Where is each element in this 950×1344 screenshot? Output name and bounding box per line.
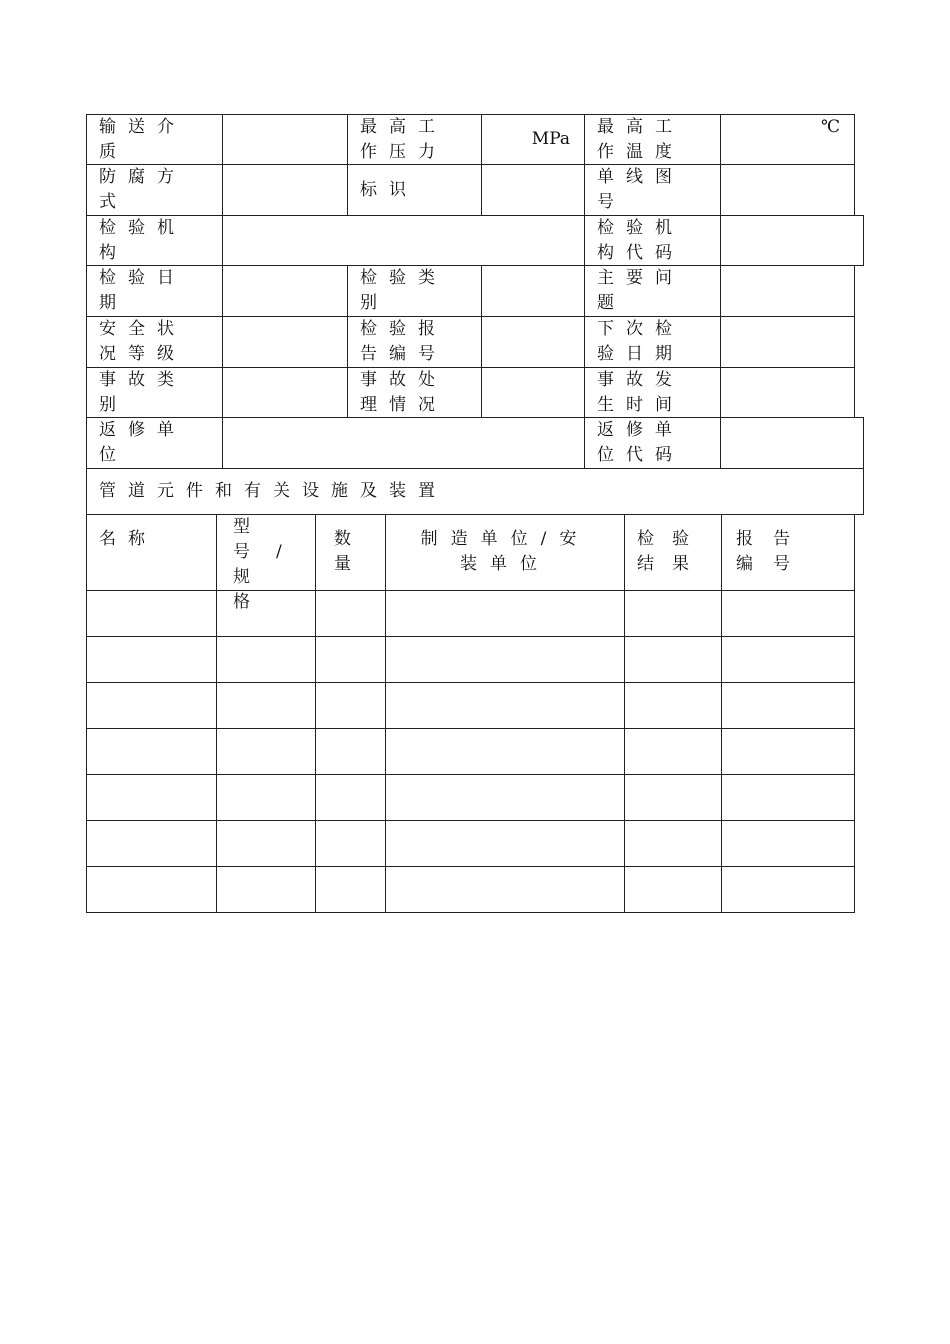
- component-cell-report-no[interactable]: [721, 866, 855, 913]
- inspection-date-label: 检验日期: [86, 265, 223, 317]
- component-cell-model[interactable]: [216, 820, 316, 867]
- medium-value[interactable]: [222, 114, 348, 165]
- component-cell-manufacturer[interactable]: [385, 866, 625, 913]
- component-cell-manufacturer[interactable]: [385, 590, 625, 637]
- component-cell-result[interactable]: [624, 728, 722, 775]
- col-header-name: 名称: [86, 514, 217, 591]
- component-cell-model[interactable]: [216, 590, 316, 637]
- component-cell-result[interactable]: [624, 774, 722, 821]
- component-cell-manufacturer[interactable]: [385, 728, 625, 775]
- component-cell-name[interactable]: [86, 866, 217, 913]
- component-cell-report-no[interactable]: [721, 636, 855, 683]
- component-cell-quantity[interactable]: [315, 866, 386, 913]
- inspection-org-code-label: 检验机构代码: [584, 215, 721, 266]
- accident-time-label: 事故发生时间: [584, 367, 721, 418]
- anticorrosion-value[interactable]: [222, 164, 348, 216]
- accident-handling-value[interactable]: [481, 367, 585, 418]
- component-cell-name[interactable]: [86, 728, 217, 775]
- line-drawing-value[interactable]: [720, 164, 855, 216]
- component-cell-report-no[interactable]: [721, 774, 855, 821]
- safety-grade-label: 安全状况等级: [86, 316, 223, 368]
- component-cell-report-no[interactable]: [721, 682, 855, 729]
- component-cell-result[interactable]: [624, 590, 722, 637]
- component-cell-name[interactable]: [86, 774, 217, 821]
- component-cell-report-no[interactable]: [721, 728, 855, 775]
- component-cell-name[interactable]: [86, 682, 217, 729]
- col-header-quantity: 数量: [315, 514, 386, 591]
- repair-unit-value[interactable]: [222, 417, 585, 469]
- inspection-date-value[interactable]: [222, 265, 348, 317]
- col-header-report-no: 报告编号: [721, 514, 855, 591]
- repair-unit-code-value[interactable]: [720, 417, 864, 469]
- component-cell-model[interactable]: [216, 774, 316, 821]
- col-header-result: 检验结果: [624, 514, 722, 591]
- accident-time-value[interactable]: [720, 367, 855, 418]
- section-title: 管道元件和有关设施及装置: [86, 468, 864, 515]
- col-header-manufacturer: 制造单位/安装单位: [385, 514, 625, 591]
- component-cell-quantity[interactable]: [315, 590, 386, 637]
- accident-handling-label: 事故处理情况: [347, 367, 482, 418]
- component-cell-result[interactable]: [624, 636, 722, 683]
- component-cell-quantity[interactable]: [315, 774, 386, 821]
- component-cell-quantity[interactable]: [315, 820, 386, 867]
- component-cell-result[interactable]: [624, 866, 722, 913]
- component-cell-quantity[interactable]: [315, 682, 386, 729]
- component-cell-report-no[interactable]: [721, 590, 855, 637]
- component-cell-quantity[interactable]: [315, 728, 386, 775]
- component-cell-name[interactable]: [86, 636, 217, 683]
- inspection-org-value[interactable]: [222, 215, 585, 266]
- component-cell-manufacturer[interactable]: [385, 682, 625, 729]
- accident-type-value[interactable]: [222, 367, 348, 418]
- temp-unit[interactable]: ℃: [720, 114, 855, 165]
- repair-unit-code-label: 返修单位代码: [584, 417, 721, 469]
- component-cell-model[interactable]: [216, 728, 316, 775]
- component-cell-model[interactable]: [216, 682, 316, 729]
- component-cell-model[interactable]: [216, 636, 316, 683]
- safety-grade-value[interactable]: [222, 316, 348, 368]
- repair-unit-label: 返修单位: [86, 417, 223, 469]
- pressure-unit[interactable]: MPa: [481, 114, 585, 165]
- report-no-value[interactable]: [481, 316, 585, 368]
- next-inspection-label: 下次检验日期: [584, 316, 721, 368]
- main-issues-value[interactable]: [720, 265, 855, 317]
- component-cell-report-no[interactable]: [721, 820, 855, 867]
- inspection-type-label: 检验类别: [347, 265, 482, 317]
- inspection-org-code-value[interactable]: [720, 215, 864, 266]
- inspection-org-label: 检验机构: [86, 215, 223, 266]
- component-cell-quantity[interactable]: [315, 636, 386, 683]
- anticorrosion-label: 防腐方式: [86, 164, 223, 216]
- inspection-type-value[interactable]: [481, 265, 585, 317]
- marking-value[interactable]: [481, 164, 585, 216]
- component-cell-name[interactable]: [86, 590, 217, 637]
- component-cell-model[interactable]: [216, 866, 316, 913]
- component-cell-manufacturer[interactable]: [385, 820, 625, 867]
- component-cell-result[interactable]: [624, 820, 722, 867]
- medium-label: 输送介质: [86, 114, 223, 165]
- accident-type-label: 事故类别: [86, 367, 223, 418]
- component-cell-manufacturer[interactable]: [385, 636, 625, 683]
- col-header-model: 型号/规格: [216, 514, 316, 591]
- max-pressure-label: 最高工作压力: [347, 114, 482, 165]
- next-inspection-value[interactable]: [720, 316, 855, 368]
- component-cell-name[interactable]: [86, 820, 217, 867]
- component-cell-result[interactable]: [624, 682, 722, 729]
- line-drawing-label: 单线图号: [584, 164, 721, 216]
- marking-label: 标识: [347, 164, 482, 216]
- max-temp-label: 最高工作温度: [584, 114, 721, 165]
- main-issues-label: 主要问题: [584, 265, 721, 317]
- report-no-label: 检验报告编号: [347, 316, 482, 368]
- component-cell-manufacturer[interactable]: [385, 774, 625, 821]
